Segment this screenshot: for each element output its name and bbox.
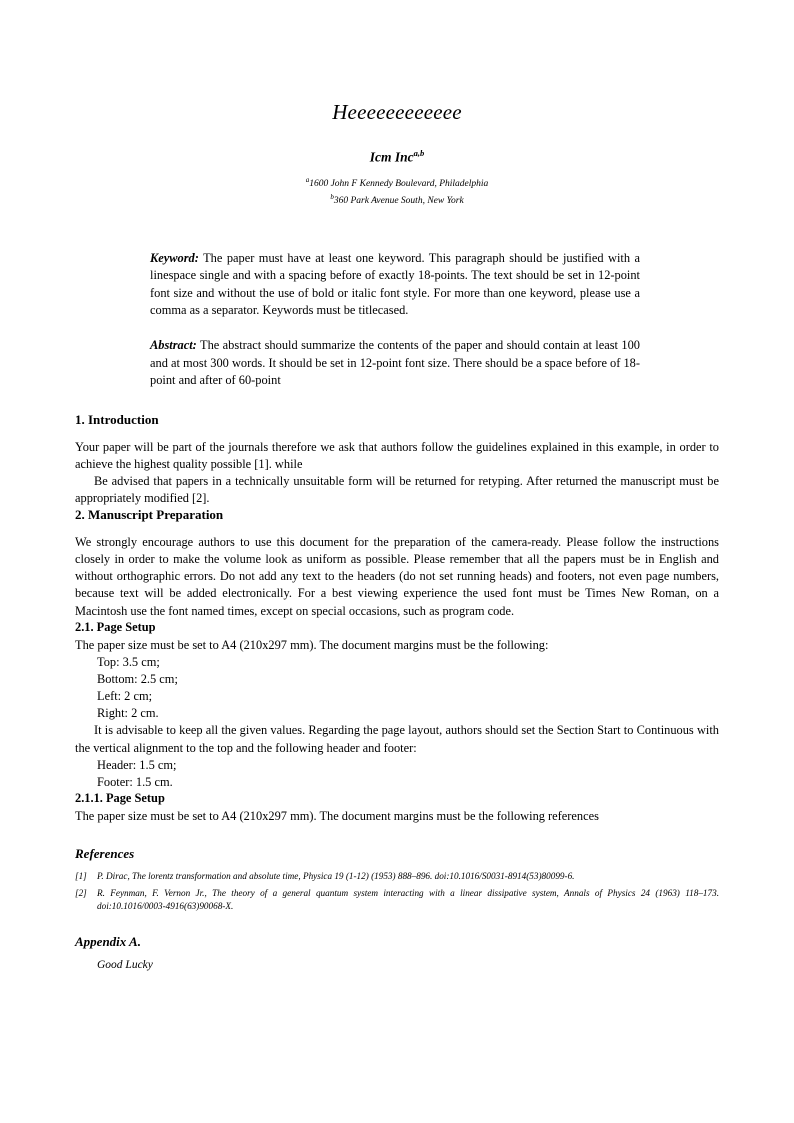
affiliation-block (75, 175, 719, 209)
reference-number: [1] (75, 871, 87, 882)
list-item: Top: 3.5 cm; (97, 654, 160, 669)
affiliation-a (75, 175, 719, 192)
paper-body (75, 412, 719, 971)
page-setup-sub-paragraph-1: The paper size must be set to A4 (210x297 mm). The document margins must be the following references (75, 809, 599, 824)
page-setup-paragraph-2: It is advisable to keep all the given values. Regarding the page layout, authors should set the Section Start to Continuous with the vertical alignment to the top and the following header and footer: (75, 723, 719, 755)
affiliation-mark-b: b (330, 192, 334, 201)
appendix-text: Good Lucky (97, 959, 153, 972)
abstract-paragraph (150, 337, 640, 389)
frontmatter-block (150, 250, 640, 390)
manuscript-paragraph-1: We strongly encourage authors to use this document for the preparation of the camera-ready. Please follow the instructions closely in order to make the volume look as uniform as possible. Please remember that all the papers must be in English and without orthographic errors. Do not add any text to the headers (do not set running heads) and footers, not even page numbers, because text will be added electronically. For a best viewing experience the used font must be Times New Roman, on a Macintosh use the font named times, except on special occasions, such as program code. (75, 534, 719, 618)
reference-number: [2] (75, 888, 87, 899)
list-item: Bottom: 2.5 cm; (97, 671, 178, 686)
header-footer-list (75, 757, 719, 791)
references-heading: References (75, 846, 135, 862)
list-item: Header: 1.5 cm; (97, 757, 177, 772)
page-setup-paragraph-1: The paper size must be set to A4 (210x297 mm). The document margins must be the following: (75, 637, 549, 652)
reference-list (75, 870, 719, 913)
keyword-paragraph (150, 250, 640, 319)
subsubsection-heading-page-setup: 2.1.1. Page Setup (75, 791, 165, 806)
list-item: Right: 2 cm. (97, 706, 159, 721)
author-affil-marks: a,b (413, 148, 425, 158)
abstract-label: Abstract: (150, 338, 197, 353)
subsection-heading-page-setup: 2.1. Page Setup (75, 619, 156, 634)
abstract-body: The abstract should summarize the contents of the paper and should contain at least 100 and at most 300 words. It should be set in 12-point font size. There should be a space before of 18-point and after of 60-point (150, 338, 640, 388)
list-item: Footer: 1.5 cm. (97, 774, 173, 789)
intro-paragraph-1: Your paper will be part of the journals therefore we ask that authors follow the guidelines explained in this example, in order to achieve the highest quality possible [1]. while (75, 439, 719, 471)
affiliation-text-b: 360 Park Avenue South, New York (333, 196, 464, 207)
section-heading-manuscript-preparation: 2. Manuscript Preparation (75, 507, 224, 523)
reference-text: P. Dirac, The lorentz transformation and absolute time, Physica 19 (1-12) (1953) 888–896. doi:10.1016/S0031-8914(53)80099-6. (97, 871, 575, 882)
reference-item (75, 870, 719, 883)
margin-list (75, 654, 719, 723)
author-name: Icm Inc (369, 149, 414, 165)
affiliation-text-a: 1600 John F Kennedy Boulevard, Philadelphia (309, 179, 489, 190)
list-item: Left: 2 cm; (97, 689, 153, 704)
section-heading-introduction: 1. Introduction (75, 412, 159, 427)
appendix-heading: Appendix A. (75, 934, 141, 950)
affiliation-mark-a: a (305, 176, 310, 184)
paper-title: Heeeeeeeeeeee (332, 100, 462, 124)
intro-paragraph-2: Be advised that papers in a technically unsuitable form will be returned for retyping. After returned the manuscript must be appropriately modified [2]. (75, 473, 719, 506)
keyword-body: The paper must have at least one keyword. This paragraph should be justified with a linespace single and with a spacing before of exactly 18-points. The text should be set in 12-point font size and without the use of bold or italic font style. For more than one keyword, please use a comma as a separator. Keywords must be titlecased. (150, 251, 640, 318)
reference-text: R. Feynman, F. Vernon Jr., The theory of a general quantum system interacting with a linear dissipative system, Annals of Physics 24 (1963) 118–173. doi:10.1016/0003-4916(63)90068-X. (97, 888, 719, 912)
reference-item (75, 887, 719, 913)
affiliation-b (75, 192, 719, 209)
references-section (75, 846, 719, 913)
author-line (75, 148, 719, 166)
appendix-section (75, 934, 719, 971)
keyword-label: Keyword: (150, 251, 199, 265)
